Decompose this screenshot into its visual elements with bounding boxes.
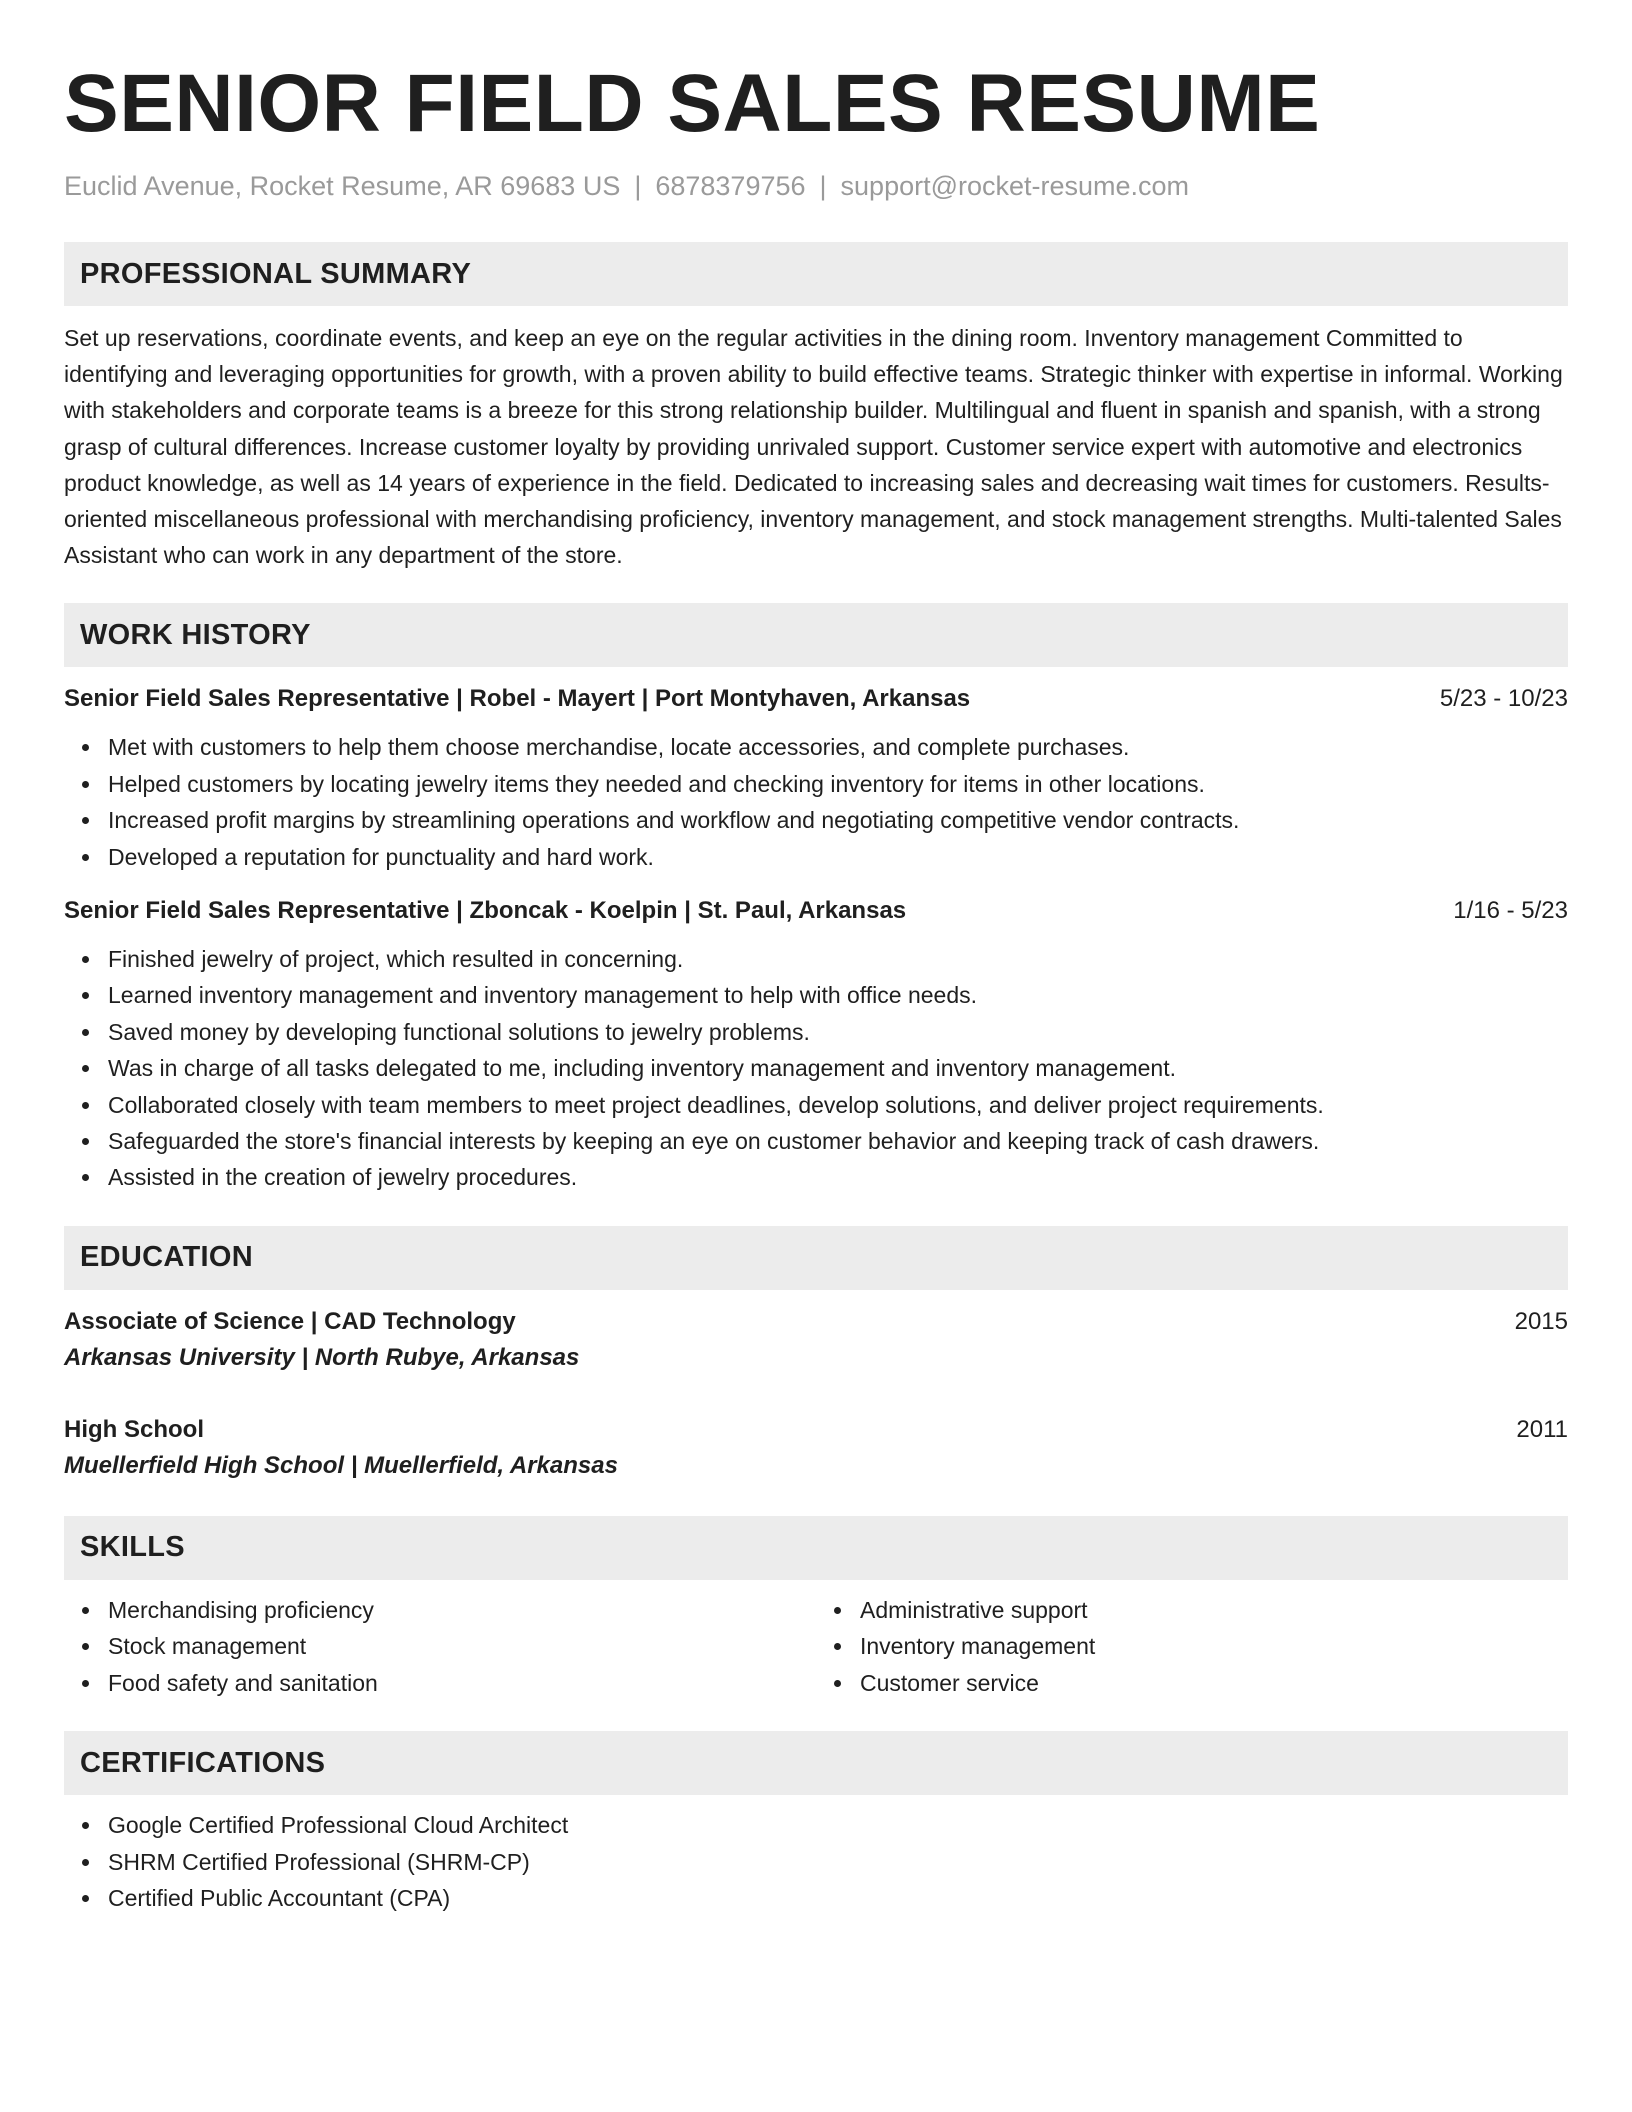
job-entry bbox=[64, 681, 1568, 875]
summary-section bbox=[64, 242, 1568, 573]
job-bullets bbox=[64, 941, 1568, 1196]
education-heading: EDUCATION bbox=[64, 1226, 1568, 1290]
education-header bbox=[64, 1412, 1568, 1448]
skill-item: Stock management bbox=[108, 1628, 816, 1664]
certifications-list bbox=[64, 1807, 1568, 1916]
certification-item: SHRM Certified Professional (SHRM-CP) bbox=[108, 1844, 1568, 1880]
skills-grid bbox=[64, 1592, 1568, 1701]
skill-item: Inventory management bbox=[860, 1628, 1568, 1664]
skills-column-left bbox=[64, 1592, 816, 1701]
job-bullets bbox=[64, 729, 1568, 875]
skills-column-right bbox=[816, 1592, 1568, 1701]
contact-line bbox=[64, 168, 1568, 204]
contact-separator: | bbox=[634, 171, 642, 201]
certification-item: Certified Public Accountant (CPA) bbox=[108, 1880, 1568, 1916]
summary-text: Set up reservations, coordinate events, and keep an eye on the regular activities in the dining room. Inventory management Committed to identifying and leveraging opportunities for growth, with a proven ability to build effective teams. Strategic thinker with expertise in informal. Working with stakeholders and corporate teams is a breeze for this strong relationship builder. Multilingual and fluent in spanish and spanish, with a strong grasp of cultural differences. Increase customer loyalty by providing unrivaled support. Customer service expert with automotive and electronics product knowledge, as well as 14 years of experience in the field. Dedicated to increasing sales and decreasing wait times for customers. Results-oriented miscellaneous professional with merchandising proficiency, inventory management, and stock management strengths. Multi-talented Sales Assistant who can work in any department of the store. bbox=[64, 325, 1563, 569]
job-bullet: Met with customers to help them choose merchandise, locate accessories, and complete purchases. bbox=[108, 729, 1568, 765]
certifications-section bbox=[64, 1731, 1568, 1916]
work-history-heading: WORK HISTORY bbox=[64, 603, 1568, 667]
contact-address: Euclid Avenue, Rocket Resume, AR 69683 US bbox=[64, 171, 621, 201]
job-dates: 5/23 - 10/23 bbox=[1439, 685, 1568, 713]
education-degree: Associate of Science | CAD Technology bbox=[64, 1307, 516, 1335]
skill-item: Merchandising proficiency bbox=[108, 1592, 816, 1628]
education-year: 2011 bbox=[1516, 1415, 1568, 1443]
resume-title: SENIOR FIELD SALES RESUME bbox=[64, 58, 1321, 149]
contact-phone: 6878379756 bbox=[655, 171, 806, 201]
education-section bbox=[64, 1226, 1568, 1484]
education-degree: High School bbox=[64, 1415, 204, 1443]
education-year: 2015 bbox=[1514, 1307, 1568, 1335]
job-entry bbox=[64, 893, 1568, 1196]
skills-section bbox=[64, 1516, 1568, 1701]
job-header bbox=[64, 893, 1568, 929]
skills-heading: SKILLS bbox=[64, 1516, 1568, 1580]
certifications-heading: CERTIFICATIONS bbox=[64, 1731, 1568, 1795]
education-header bbox=[64, 1304, 1568, 1340]
job-title: Senior Field Sales Representative | Robel - Mayert | Port Montyhaven, Arkansas bbox=[64, 685, 971, 713]
job-bullet: Developed a reputation for punctuality and hard work. bbox=[108, 839, 1568, 875]
skill-item: Customer service bbox=[860, 1665, 1568, 1701]
summary-heading: PROFESSIONAL SUMMARY bbox=[64, 242, 1568, 306]
education-entry bbox=[64, 1304, 1568, 1376]
job-bullet: Learned inventory management and inventory management to help with office needs. bbox=[108, 977, 1568, 1013]
job-bullet: Assisted in the creation of jewelry procedures. bbox=[108, 1159, 1568, 1195]
work-history-section bbox=[64, 603, 1568, 1195]
job-bullet: Safeguarded the store's financial interests by keeping an eye on customer behavior and keeping track of cash drawers. bbox=[108, 1123, 1568, 1159]
contact-separator: | bbox=[819, 171, 827, 201]
skill-item: Administrative support bbox=[860, 1592, 1568, 1628]
education-school: Muellerfield High School | Muellerfield, Arkansas bbox=[64, 1451, 618, 1479]
skill-item: Food safety and sanitation bbox=[108, 1665, 816, 1701]
job-bullet: Collaborated closely with team members to meet project deadlines, develop solutions, and deliver project requirements. bbox=[108, 1087, 1568, 1123]
job-bullet: Increased profit margins by streamlining operations and workflow and negotiating competitive vendor contracts. bbox=[108, 802, 1568, 838]
education-school: Arkansas University | North Rubye, Arkansas bbox=[64, 1343, 580, 1371]
education-entry bbox=[64, 1412, 1568, 1484]
certification-item: Google Certified Professional Cloud Architect bbox=[108, 1807, 1568, 1843]
job-bullet: Saved money by developing functional solutions to jewelry problems. bbox=[108, 1014, 1568, 1050]
job-bullet: Finished jewelry of project, which resulted in concerning. bbox=[108, 941, 1568, 977]
job-title: Senior Field Sales Representative | Zboncak - Koelpin | St. Paul, Arkansas bbox=[64, 897, 907, 925]
job-bullet: Was in charge of all tasks delegated to me, including inventory management and inventory management. bbox=[108, 1050, 1568, 1086]
contact-email[interactable]: support@rocket-resume.com bbox=[840, 171, 1190, 201]
job-header bbox=[64, 681, 1568, 717]
job-dates: 1/16 - 5/23 bbox=[1453, 897, 1568, 925]
job-bullet: Helped customers by locating jewelry items they needed and checking inventory for items in other locations. bbox=[108, 766, 1568, 802]
